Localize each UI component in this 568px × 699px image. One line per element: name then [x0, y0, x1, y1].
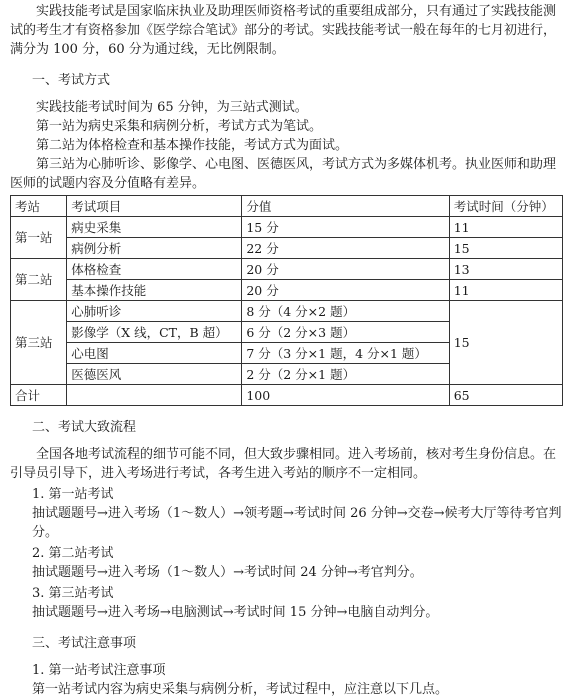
intro-paragraph: 实践技能考试是国家临床执业及助理医师资格考试的重要组成部分，只有通过了实践技能测试的考生才有资格参加《医学综合笔试》部分的考试。实践技能考试一般在每年的七月初进行，满分为 100 分，60 分为通过线，无比例限制。	[10, 4, 557, 57]
score-cell: 8 分（4 分×2 题）	[242, 301, 449, 322]
time-cell: 15	[449, 238, 562, 259]
section-heading-exam-format: 一、考试方式	[32, 73, 111, 88]
step-flow: 抽试题题号→进入考场（1～数人）→领考题→考试时间 26 分钟→交卷→候考大厅等待考官判分。	[32, 506, 562, 540]
exam-format-paragraph: 第三站为心肺听诊、影像学、心电图、医德医风，考试方式为多媒体机考。执业医师和助理医师的试题内容及分值略有差异。	[10, 157, 557, 191]
step-flow: 抽试题题号→进入考场（1～数人）→考试时间 24 分钟→考官判分。	[32, 565, 423, 580]
item-cell: 基本操作技能	[67, 280, 242, 301]
item-cell: 心肺听诊	[67, 301, 242, 322]
item-cell: 心电图	[67, 343, 242, 364]
table-header-row	[11, 196, 563, 217]
section-heading-exam-process: 二、考试大致流程	[32, 420, 137, 435]
notes-subheading: 1. 第一站考试注意事项	[32, 663, 166, 678]
table-row	[11, 217, 563, 238]
total-label-cell: 合计	[11, 385, 67, 406]
item-cell: 影像学（X 线，CT，B 超）	[67, 322, 242, 343]
table-row	[11, 238, 563, 259]
score-cell: 6 分（2 分×3 题）	[242, 322, 449, 343]
header-cell-time: 考试时间（分钟）	[449, 196, 562, 217]
item-cell: 体格检查	[67, 259, 242, 280]
header-cell-station: 考站	[11, 196, 67, 217]
item-cell: 医德医风	[67, 364, 242, 385]
step-title: 2. 第二站考试	[32, 546, 114, 561]
table-total-row	[11, 385, 563, 406]
score-cell: 15 分	[242, 217, 449, 238]
time-cell: 11	[449, 280, 562, 301]
exam-format-paragraph: 第二站为体格检查和基本操作技能，考试方式为面试。	[36, 138, 349, 153]
step-title: 1. 第一站考试	[32, 487, 114, 502]
time-cell: 15	[449, 301, 562, 385]
table-row	[11, 301, 563, 322]
score-cell: 20 分	[242, 280, 449, 301]
header-cell-item: 考试项目	[67, 196, 242, 217]
section-heading-exam-notes: 三、考试注意事项	[32, 636, 137, 651]
station-cell: 第二站	[11, 259, 67, 301]
station-cell: 第一站	[11, 217, 67, 259]
item-cell: 病史采集	[67, 217, 242, 238]
header-cell-score: 分值	[242, 196, 449, 217]
notes-paragraph: 第一站考试内容为病史采集与病例分析，考试过程中，应注意以下几点。	[32, 682, 449, 697]
score-cell: 22 分	[242, 238, 449, 259]
score-cell: 7 分（3 分×1 题，4 分×1 题）	[242, 343, 449, 364]
score-cell: 2 分（2 分×1 题）	[242, 364, 449, 385]
item-cell: 病例分析	[67, 238, 242, 259]
exam-format-paragraph: 实践技能考试时间为 65 分钟，为三站式测试。	[36, 100, 308, 115]
total-item-cell	[67, 385, 242, 406]
total-score-cell: 100	[242, 385, 449, 406]
time-cell: 13	[449, 259, 562, 280]
exam-format-paragraph: 第一站为病史采集和病例分析，考试方式为笔试。	[36, 119, 323, 134]
step-title: 3. 第三站考试	[32, 586, 114, 601]
total-time-cell: 65	[449, 385, 562, 406]
table-row	[11, 259, 563, 280]
time-cell: 11	[449, 217, 562, 238]
step-flow: 抽试题题号→进入考场→电脑测试→考试时间 15 分钟→电脑自动判分。	[32, 605, 439, 620]
exam-structure-table	[10, 195, 563, 406]
score-cell: 20 分	[242, 259, 449, 280]
table-row	[11, 280, 563, 301]
exam-process-paragraph: 全国各地考试流程的细节可能不同，但大致步骤相同。进入考场前，核对考生身份信息。在引导员引导下，进入考场进行考试，各考生进入考站的顺序不一定相同。	[10, 447, 557, 481]
station-cell: 第三站	[11, 301, 67, 385]
